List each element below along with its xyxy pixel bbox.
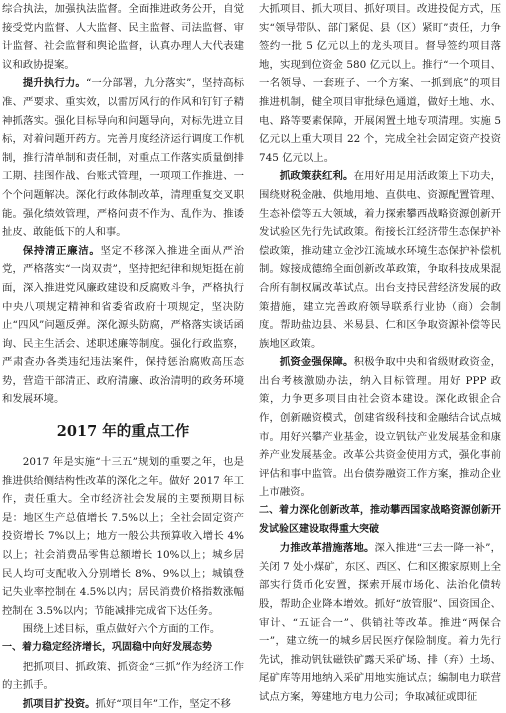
lead-execution: 提升执行力。 bbox=[22, 77, 86, 90]
left-column bbox=[2, 0, 244, 713]
paragraph-funding bbox=[259, 353, 501, 502]
section-heading-2017: 2017 年的重点工作 bbox=[56, 423, 190, 441]
paragraph-funding-text: 积极争取中央和省级财政资金，出台考核激励办法，纳入目标管理。用好 PPP 政策，力争更多项目由社会资本建设。深化政银企合作，创新融资模式，创建省级科技和金融结合试点城市。用好兴攀产业基金，设立钒钛产业发展基金和康养产业发展基金。改革公共资金使用方式，强化事前评估和事中监管。出台债券融资工作方案，推动企业上市融资。 bbox=[259, 356, 502, 499]
paragraph-policy-text: 在用好用足用活政策上下功夫，围绕财税金融、供地用地、直供电、资源配置管理、生态补偿等五大领域，着力探索攀西战略资源创新开发试验区先行先试政策。衔接长江经济带生态保护补偿政策，推动建立金沙江流域水环境生态保护补偿机制。嫁接成德绵全面创新改革政策，争取科技成果混合所有制权属改革试点。出台支持民营经济发展的政策措施，建立完善政府领导联系行业协（商）会制度。帮助盐边县、米易县、仁和区争取资源补偿等民族地区政策。 bbox=[259, 170, 502, 350]
paragraph-six-aspects: 围绕上述目标，重点做好六个方面的工作。 bbox=[22, 623, 221, 636]
lead-integrity: 保持清正廉洁。 bbox=[22, 244, 101, 257]
paragraph-integrity bbox=[2, 242, 244, 409]
lead-policy: 抓政策获红利。 bbox=[279, 170, 354, 183]
paragraph-three-grasps: 把抓项目、抓政策、抓资金“三抓”作为经济工作的主抓手。 bbox=[2, 660, 244, 692]
paragraph-integrity-text: 坚定不移深入推进全面从严治党，严格落实“一岗双责”，坚持把纪律和规矩挺在前面，深入推进党风廉政建设和反腐败斗争，严格执行中央八项规定精神和省委省政府十项规定，坚决防止“四风”问题反弹。深化源头防腐，严格落实谈话函询、民主生活会、述职述廉等制度。强化行政监察，严肃查办各类违纪违法案件，保持惩治腐败高压态势，营造干部清正、政府清廉、政治清明的政务环境和发展环境。 bbox=[2, 244, 245, 406]
paragraph-reform bbox=[259, 539, 501, 706]
right-column bbox=[259, 0, 501, 707]
paragraph-execution-text: “一分部署，九分落实”，坚持高标准、严要求、重实效，以雷厉风行的作风和钉钉子精神抓落实。强化目标导向和问题导向，对标先进立目标，对着问题开药方。完善月度经济运行调度工作机制，推行清单制和责任制，对重点工作落实质量倒排工期、挂图作战、台账式管理，一项项工作推进、一个个问题解决。深化行政体制改革，清理重复交叉职能。强化绩效管理，严格问责不作为、乱作为、推诿扯皮、敢能低下的人和事。 bbox=[2, 77, 245, 239]
paragraph-projects bbox=[2, 695, 244, 713]
lead-projects: 抓项目扩投资。 bbox=[22, 697, 96, 710]
paragraph-reform-text: 深入推进“三去一降一补”，关闭 7 处小煤矿，东区、西区、仁和区搬家原则上全部实行货币化安置，探索开展市场化、法治化债转股，帮助企业降本增效。抓好“放管服”、国资国企、审计、“五证合一”、供销社等改革。推进“两保合一”，建立统一的城乡居民医疗保险制度。着力先行先试，推动钒钛磁铁矿露天采矿场、排（弃）土场、尾矿库等用地纳入采矿用地实施试点；编制电力联营试点方案，筹建地方电力公司；争取减征或即征 bbox=[259, 542, 502, 703]
paragraph-targets: 2017 年是实施“十三五”规划的重要之年，也是推进供给侧结构性改革的深化之年。做好 2017 年工作，责任重大。全市经济社会发展的主要预期目标是：地区生产总值增长 7.5%以上；全社会固定资产投资增长 7%以上；地方一般公共预算收入增长 4%以上；社会消费品零售总额增长 10%以上；城乡居民人均可支配收入分别增长 8%、9%以上；城镇登记失业率控制在 4.5%以内；居民消费价格指数涨幅控制在 3.5%以内；节能减排完成省下达任务。 bbox=[2, 456, 244, 617]
subheading-innovation-reform: 二、着力深化创新改革，推动攀西国家战略资源创新开发试验区建设取得重大突破 bbox=[259, 505, 501, 535]
lead-reform: 力推改革措施落地。 bbox=[279, 542, 375, 555]
paragraph-policy bbox=[259, 167, 501, 353]
paragraph-execution bbox=[2, 74, 244, 241]
paragraph-projects-continued: 大抓项目、抓大项目、抓好项目。改进投促方式，压实“领导带队、部门紧促、县（区）紧盯”责任，力争签约一批 5 亿元以上的龙头项目。督导签约项目落地，实现到位资金 580 亿元以上。推行“一个项目、一名领导、一套班子、一个方案、一抓到底”的项目推进机制，健全项目审批绿色通道，做好土地、水、电、路等要素保障，开展闲置土地专项清理。实施 5 亿元以上重大项目 22 个，完成全社会固定资产投资 745 亿元以上。 bbox=[259, 3, 501, 164]
lead-funding: 抓资金强保障。 bbox=[279, 356, 354, 369]
paragraph-projects-text: 抓好“项目年”工作，坚定不移 bbox=[95, 697, 231, 710]
paragraph-supervision: 综合执法，加强执法监督。全面推进政务公开，自觉接受党内监督、人大监督、民主监督、司法监督、审计监督、社会监督和舆论监督，认真办理人大代表建议和政协提案。 bbox=[2, 3, 244, 71]
subheading-economic-growth: 一、着力稳定经济增长，巩固稳中向好发展态势 bbox=[2, 642, 212, 653]
